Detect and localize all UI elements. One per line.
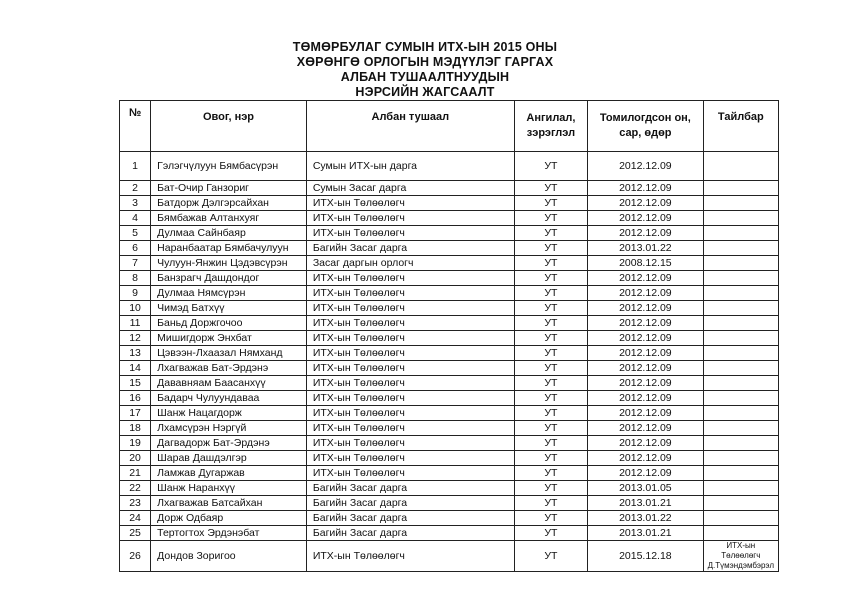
- cell-position: ИТХ-ын Төлөөлөгч: [306, 346, 514, 361]
- cell-no: 15: [120, 376, 151, 391]
- cell-category: УТ: [514, 436, 587, 451]
- cell-no: 6: [120, 241, 151, 256]
- cell-note: [703, 286, 778, 301]
- cell-no: 14: [120, 361, 151, 376]
- table-row: [120, 181, 779, 196]
- cell-category: УТ: [514, 361, 587, 376]
- cell-name: Тертогтох Эрдэнэбат: [151, 526, 307, 541]
- cell-no: 20: [120, 451, 151, 466]
- cell-name: Дондов Зоригоо: [151, 541, 307, 572]
- cell-position: Багийн Засаг дарга: [306, 241, 514, 256]
- header-category-line-1: Ангилал,: [526, 112, 576, 124]
- cell-note: ИТХ-ын Төлөөлөгч Д.Түмэндэмбэрэл: [703, 541, 778, 572]
- table-row: [120, 241, 779, 256]
- cell-category: УТ: [514, 196, 587, 211]
- cell-category: УТ: [514, 316, 587, 331]
- cell-no: 8: [120, 271, 151, 286]
- table-body: [120, 152, 779, 572]
- cell-no: 2: [120, 181, 151, 196]
- cell-position: ИТХ-ын Төлөөлөгч: [306, 421, 514, 436]
- cell-name: Шарав Дашдэлгэр: [151, 451, 307, 466]
- cell-position: ИТХ-ын Төлөөлөгч: [306, 406, 514, 421]
- table-header-row: [120, 101, 779, 152]
- cell-no: 3: [120, 196, 151, 211]
- table-row: [120, 526, 779, 541]
- header-category-line-2: зэрэглэл: [526, 127, 576, 139]
- cell-no: 16: [120, 391, 151, 406]
- cell-date: 2012.12.09: [588, 196, 704, 211]
- cell-position: Сумын Засаг дарга: [306, 181, 514, 196]
- cell-position: ИТХ-ын Төлөөлөгч: [306, 391, 514, 406]
- cell-category: УТ: [514, 451, 587, 466]
- cell-date: 2012.12.09: [588, 376, 704, 391]
- cell-position: ИТХ-ын Төлөөлөгч: [306, 301, 514, 316]
- cell-name: Дагвадорж Бат-Эрдэнэ: [151, 436, 307, 451]
- cell-note: [703, 361, 778, 376]
- cell-date: 2012.12.09: [588, 226, 704, 241]
- cell-position: Багийн Засаг дарга: [306, 511, 514, 526]
- cell-date: 2012.12.09: [588, 466, 704, 481]
- cell-note: [703, 466, 778, 481]
- cell-no: 17: [120, 406, 151, 421]
- table-row: [120, 376, 779, 391]
- table-row: [120, 152, 779, 181]
- cell-name: Лхагважав Батсайхан: [151, 496, 307, 511]
- header-date-line-2: сар, өдөр: [619, 127, 672, 139]
- cell-category: УТ: [514, 541, 587, 572]
- cell-date: 2013.01.05: [588, 481, 704, 496]
- cell-date: 2012.12.09: [588, 391, 704, 406]
- cell-note: [703, 496, 778, 511]
- cell-date: 2013.01.22: [588, 511, 704, 526]
- cell-note: [703, 301, 778, 316]
- cell-name: Банзрагч Дашдондог: [151, 271, 307, 286]
- title-line-3: АЛБАН ТУШААЛТНУУДЫН: [340, 70, 510, 84]
- cell-no: 13: [120, 346, 151, 361]
- cell-category: УТ: [514, 271, 587, 286]
- table-row: [120, 511, 779, 526]
- cell-category: УТ: [514, 511, 587, 526]
- title-line-4: НЭРСИЙН ЖАГСААЛТ: [355, 85, 495, 99]
- cell-no: 4: [120, 211, 151, 226]
- cell-position: Багийн Засаг дарга: [306, 496, 514, 511]
- cell-note: [703, 451, 778, 466]
- cell-position: Багийн Засаг дарга: [306, 526, 514, 541]
- document-title: [0, 40, 850, 100]
- cell-note: [703, 226, 778, 241]
- table-row: [120, 481, 779, 496]
- cell-note: [703, 436, 778, 451]
- cell-no: 18: [120, 421, 151, 436]
- table-row: [120, 271, 779, 286]
- header-date-line-1: Томилогдсон он,: [599, 112, 691, 124]
- header-date: [588, 101, 704, 152]
- cell-name: Батдорж Дэлгэрсайхан: [151, 196, 307, 211]
- cell-note: [703, 391, 778, 406]
- cell-position: ИТХ-ын Төлөөлөгч: [306, 541, 514, 572]
- cell-name: Чимэд Батхүү: [151, 301, 307, 316]
- cell-no: 23: [120, 496, 151, 511]
- header-note: Тайлбар: [703, 101, 778, 152]
- header-name: Овог, нэр: [151, 101, 307, 152]
- cell-category: УТ: [514, 286, 587, 301]
- table-row: [120, 211, 779, 226]
- cell-date: 2013.01.21: [588, 526, 704, 541]
- cell-note: [703, 271, 778, 286]
- table-row: [120, 226, 779, 241]
- cell-date: 2012.12.09: [588, 271, 704, 286]
- cell-note: [703, 526, 778, 541]
- cell-position: ИТХ-ын Төлөөлөгч: [306, 316, 514, 331]
- table-row: [120, 346, 779, 361]
- cell-date: 2012.12.09: [588, 301, 704, 316]
- header-position: Албан тушаал: [306, 101, 514, 152]
- cell-name: Дававняам Баасанхүү: [151, 376, 307, 391]
- cell-category: УТ: [514, 301, 587, 316]
- cell-date: 2008.12.15: [588, 256, 704, 271]
- cell-date: 2012.12.09: [588, 286, 704, 301]
- cell-date: 2013.01.21: [588, 496, 704, 511]
- header-category: [514, 101, 587, 152]
- cell-name: Шанж Наранхүү: [151, 481, 307, 496]
- cell-name: Наранбаатар Бямбачулуун: [151, 241, 307, 256]
- cell-category: УТ: [514, 376, 587, 391]
- cell-date: 2012.12.09: [588, 331, 704, 346]
- cell-name: Дулмаа Сайнбаяр: [151, 226, 307, 241]
- cell-date: 2012.12.09: [588, 316, 704, 331]
- cell-name: Дулмаа Нямсүрэн: [151, 286, 307, 301]
- cell-position: ИТХ-ын Төлөөлөгч: [306, 361, 514, 376]
- table-row: [120, 286, 779, 301]
- cell-position: ИТХ-ын Төлөөлөгч: [306, 196, 514, 211]
- cell-position: ИТХ-ын Төлөөлөгч: [306, 331, 514, 346]
- cell-note: [703, 316, 778, 331]
- cell-no: 12: [120, 331, 151, 346]
- title-line-1: ТӨМӨРБУЛАГ СУМЫН ИТХ-ЫН 2015 ОНЫ: [292, 40, 558, 54]
- cell-note: [703, 421, 778, 436]
- cell-no: 7: [120, 256, 151, 271]
- cell-name: Ламжав Дугаржав: [151, 466, 307, 481]
- table-row: [120, 331, 779, 346]
- table-row: [120, 496, 779, 511]
- cell-date: 2012.12.09: [588, 346, 704, 361]
- cell-note: [703, 181, 778, 196]
- table-row: [120, 316, 779, 331]
- cell-position: ИТХ-ын Төлөөлөгч: [306, 226, 514, 241]
- cell-category: УТ: [514, 241, 587, 256]
- table-row: [120, 256, 779, 271]
- table-row: [120, 436, 779, 451]
- cell-category: УТ: [514, 331, 587, 346]
- cell-position: Багийн Засаг дарга: [306, 481, 514, 496]
- cell-position: ИТХ-ын Төлөөлөгч: [306, 466, 514, 481]
- cell-note: [703, 346, 778, 361]
- cell-category: УТ: [514, 181, 587, 196]
- cell-no: 22: [120, 481, 151, 496]
- cell-category: УТ: [514, 256, 587, 271]
- cell-name: Гэлэгчүлуун Бямбасүрэн: [151, 152, 307, 181]
- cell-date: 2012.12.09: [588, 451, 704, 466]
- table-row: [120, 466, 779, 481]
- cell-note: [703, 376, 778, 391]
- cell-position: ИТХ-ын Төлөөлөгч: [306, 436, 514, 451]
- cell-date: 2012.12.09: [588, 436, 704, 451]
- cell-category: УТ: [514, 152, 587, 181]
- cell-no: 25: [120, 526, 151, 541]
- cell-position: ИТХ-ын Төлөөлөгч: [306, 271, 514, 286]
- cell-name: Бямбажав Алтанхуяг: [151, 211, 307, 226]
- cell-position: ИТХ-ын Төлөөлөгч: [306, 211, 514, 226]
- cell-date: 2012.12.09: [588, 152, 704, 181]
- title-line-2: ХӨРӨНГӨ ОРЛОГЫН МЭДҮҮЛЭГ ГАРГАХ: [296, 55, 554, 69]
- cell-category: УТ: [514, 466, 587, 481]
- cell-name: Чулуун-Янжин Цэдэвсүрэн: [151, 256, 307, 271]
- cell-no: 11: [120, 316, 151, 331]
- cell-date: 2012.12.09: [588, 421, 704, 436]
- cell-no: 19: [120, 436, 151, 451]
- cell-position: ИТХ-ын Төлөөлөгч: [306, 286, 514, 301]
- table-row: [120, 391, 779, 406]
- table-row: [120, 406, 779, 421]
- cell-position: Сумын ИТХ-ын дарга: [306, 152, 514, 181]
- cell-note: [703, 481, 778, 496]
- cell-date: 2013.01.22: [588, 241, 704, 256]
- cell-no: 21: [120, 466, 151, 481]
- cell-category: УТ: [514, 406, 587, 421]
- cell-no: 26: [120, 541, 151, 572]
- cell-name: Бадарч Чулуундаваа: [151, 391, 307, 406]
- cell-no: 1: [120, 152, 151, 181]
- cell-name: Мишигдорж Энхбат: [151, 331, 307, 346]
- cell-note: [703, 331, 778, 346]
- table-row: [120, 196, 779, 211]
- cell-no: 10: [120, 301, 151, 316]
- cell-position: ИТХ-ын Төлөөлөгч: [306, 451, 514, 466]
- header-no: №: [120, 101, 151, 152]
- cell-note: [703, 511, 778, 526]
- cell-no: 24: [120, 511, 151, 526]
- cell-date: 2012.12.09: [588, 406, 704, 421]
- cell-note: [703, 256, 778, 271]
- cell-note: [703, 196, 778, 211]
- cell-category: УТ: [514, 391, 587, 406]
- cell-no: 5: [120, 226, 151, 241]
- table-row: [120, 301, 779, 316]
- cell-name: Бат-Очир Ганзориг: [151, 181, 307, 196]
- cell-name: Цэвээн-Лхаазал Нямханд: [151, 346, 307, 361]
- table-row: [120, 421, 779, 436]
- cell-category: УТ: [514, 496, 587, 511]
- cell-date: 2012.12.09: [588, 211, 704, 226]
- cell-note: [703, 211, 778, 226]
- cell-name: Дорж Одбаяр: [151, 511, 307, 526]
- table-row: [120, 451, 779, 466]
- table-row: [120, 361, 779, 376]
- cell-note: [703, 406, 778, 421]
- cell-date: 2012.12.09: [588, 181, 704, 196]
- cell-no: 9: [120, 286, 151, 301]
- cell-name: Шанж Нацагдорж: [151, 406, 307, 421]
- cell-note: [703, 152, 778, 181]
- officials-table: [119, 100, 779, 572]
- cell-name: Лхагважав Бат-Эрдэнэ: [151, 361, 307, 376]
- cell-position: ИТХ-ын Төлөөлөгч: [306, 376, 514, 391]
- cell-date: 2012.12.09: [588, 361, 704, 376]
- cell-note: [703, 241, 778, 256]
- cell-category: УТ: [514, 211, 587, 226]
- cell-position: Засаг даргын орлогч: [306, 256, 514, 271]
- cell-category: УТ: [514, 526, 587, 541]
- table-row: [120, 541, 779, 572]
- cell-category: УТ: [514, 346, 587, 361]
- cell-name: Лхамсүрэн Нэргүй: [151, 421, 307, 436]
- cell-category: УТ: [514, 421, 587, 436]
- cell-date: 2015.12.18: [588, 541, 704, 572]
- cell-category: УТ: [514, 481, 587, 496]
- cell-category: УТ: [514, 226, 587, 241]
- cell-name: Баньд Доржгочоо: [151, 316, 307, 331]
